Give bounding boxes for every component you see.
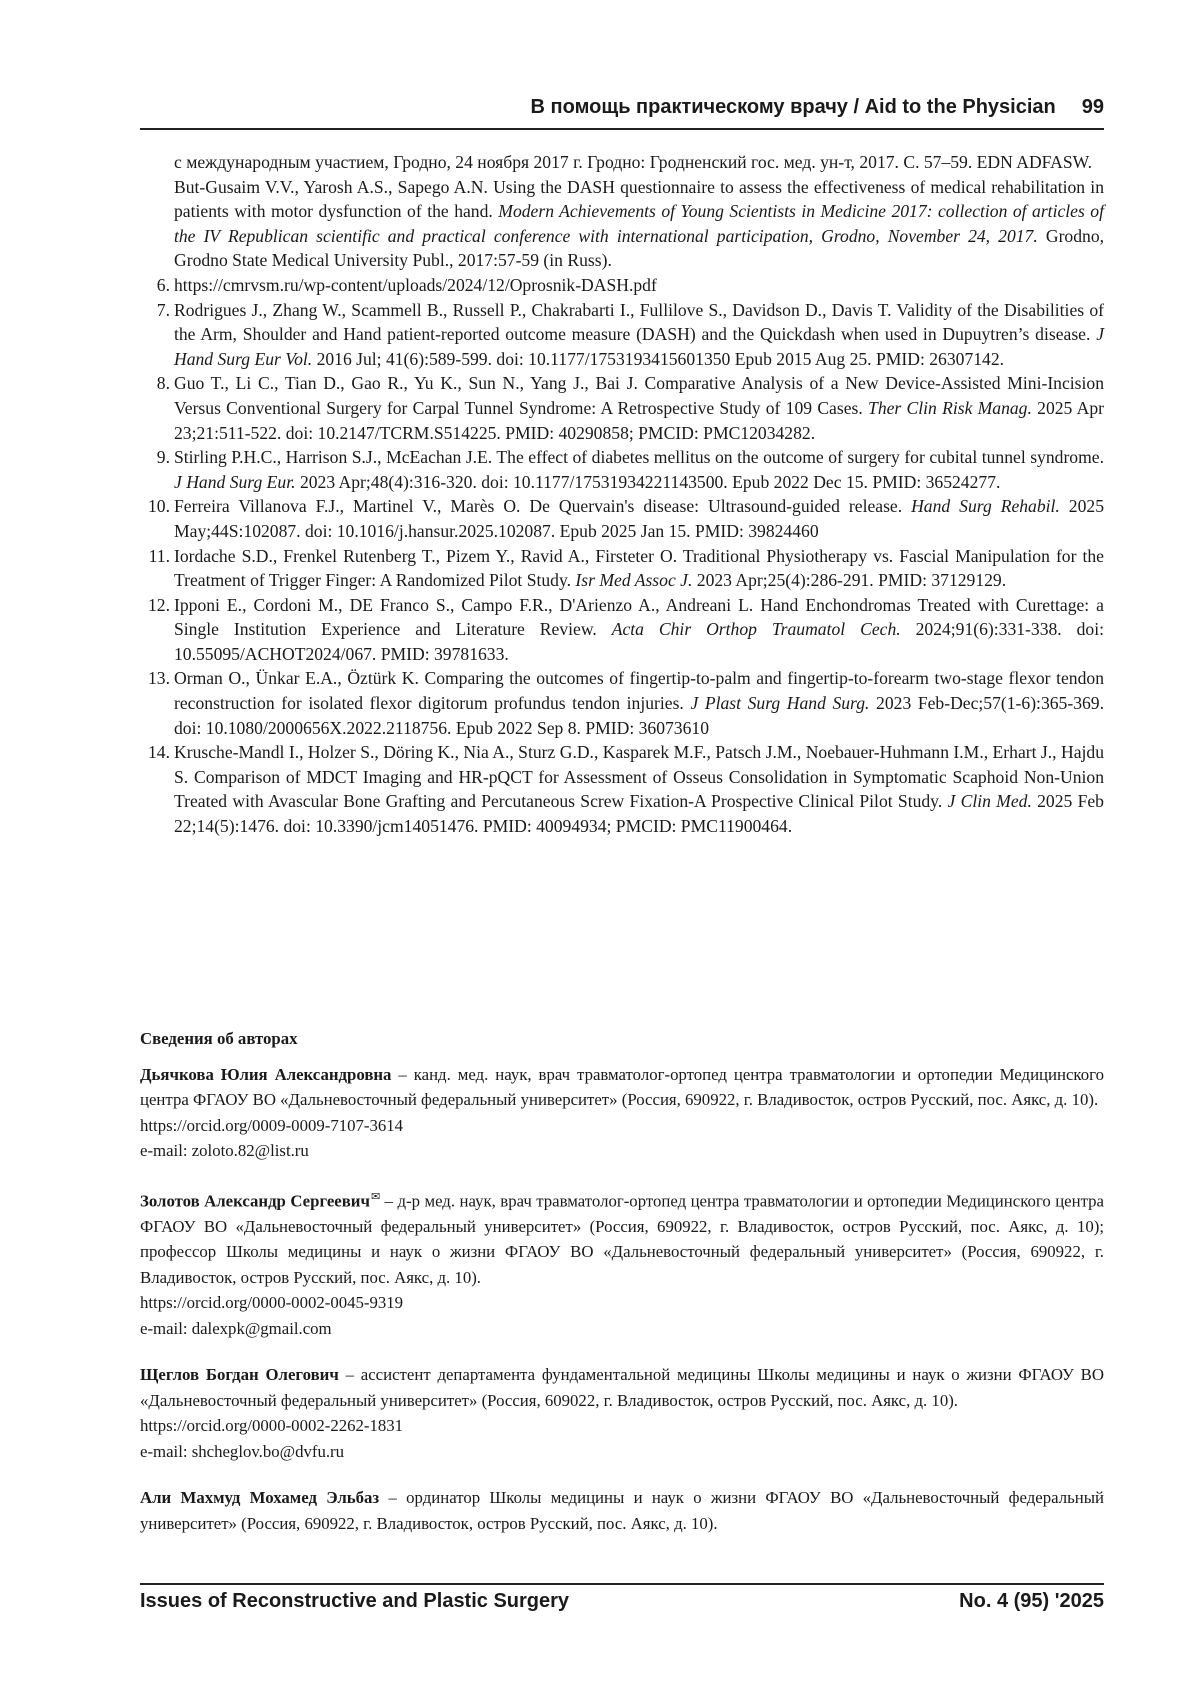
reference-tail: 2025 Apr 23;21:511-522. doi: 10.2147/TCRM.S514225. PMID: 40290858; PMCID: PMC12034282. [174, 397, 1104, 443]
reference-number: 6. [156, 274, 170, 295]
authors-section [140, 1026, 1104, 1557]
reference-continuation-ru: с международным участием, Гродно, 24 ноября 2017 г. Гродно: Гродненский гос. мед. ун-т, 2017. С. 57–59. EDN ADFASW. [174, 152, 1093, 172]
reference-item [140, 273, 1104, 298]
page-number: 99 [1081, 96, 1104, 118]
author-description: – ассистент департамента фундаментальной медицины Школы медицины и наук о жизни ФГАОУ ВО «Дальневосточный федеральный университет» (Россия, 609022, г. Владивосток, остров Русский, пос. Аякс, д. 10). [140, 1365, 1104, 1410]
author-entry [140, 1062, 1104, 1164]
reference-journal: J Hand Surg Eur Vol. [174, 324, 1104, 369]
author-orcid[interactable]: https://orcid.org/0000-0002-0045-9319 [140, 1293, 404, 1313]
reference-item [140, 544, 1104, 593]
reference-item [140, 494, 1104, 543]
reference-number: 8. [156, 373, 170, 394]
reference-journal: J Clin Med. [947, 791, 1032, 812]
reference-continuation-en [140, 175, 1104, 273]
reference-journal: J Plast Surg Hand Surg. [690, 693, 870, 714]
reference-number: 11. [148, 545, 170, 566]
author-name: Али Махмуд Мохамед Эльбаз [140, 1488, 380, 1508]
journal-name: Issues of Reconstructive and Plastic Surgery [140, 1590, 570, 1612]
reference-tail: 2016 Jul; 41(6):589-599. doi: 10.1177/1753193415601350 Epub 2015 Aug 25. PMID: 26307142. [316, 348, 1005, 369]
author-email[interactable]: e-mail: zoloto.82@list.ru [140, 1141, 309, 1160]
author-name: Дьячкова Юлия Александровна [140, 1064, 392, 1084]
reference-link[interactable]: https://cmrvsm.ru/wp-content/uploads/2024/12/Oprosnik-DASH.pdf [174, 274, 657, 295]
reference-text: But-Gusaim V.V., Yarosh A.S., Sapego A.N. Using the DASH questionnaire to assess the effectiveness of medical rehabilitation in patients with motor dysfunction of the hand. [174, 176, 1104, 222]
reference-journal: Isr Med Assoc J. [575, 570, 693, 591]
author-description: – канд. мед. наук, врач травматолог-ортопед центра травматологии и ортопедии Медицинского центра ФГАОУ ВО «Дальневосточный федеральный университет» (Россия, 690922, г. Владивосток, остров Русский, пос. Аякс, д. 10). [140, 1064, 1104, 1109]
reference-journal: J Hand Surg Eur. [174, 471, 296, 492]
author-name: Золотов Александр Сергеевич [140, 1191, 370, 1211]
reference-number: 7. [156, 299, 170, 320]
reference-text: Stirling P.H.C., Harrison S.J., McEachan J.E. The effect of diabetes mellitus on the outcome of surgery for cubital tunnel syndrome. [174, 447, 1104, 468]
author-name: Щеглов Богдан Олегович [140, 1365, 339, 1385]
reference-text: Ipponi E., Cordoni M., DE Franco S., Campo F.R., D'Arienzo A., Andreani L. Hand Enchondromas Treated with Curettage: a Single Institution Experience and Literature Review. [174, 594, 1104, 640]
reference-journal: Acta Chir Orthop Traumatol Cech. [611, 619, 901, 640]
reference-number: 13. [148, 668, 170, 689]
running-header [140, 96, 1104, 119]
reference-tail: 2024;91(6):331-338. doi: 10.55095/ACHOT2024/067. PMID: 39781633. [174, 619, 1104, 664]
reference-journal: Hand Surg Rehabil. [911, 496, 1060, 517]
envelope-icon: ✉ [370, 1190, 381, 1203]
reference-text: Ferreira Villanova F.J., Martinel V., Marès O. De Quervain's disease: Ultrasound-guided release. [174, 496, 903, 517]
reference-source: Modern Achievements of Young Scientists in Medicine 2017: collection of articles of the IV Republican scientific and practical conference with international participation, Grodno, November 24, 2017. [174, 201, 1104, 246]
reference-tail: 2023 Apr;48(4):316-320. doi: 10.1177/17531934221143500. Epub 2022 Dec 15. PMID: 36524277. [299, 471, 1001, 492]
reference-text: Orman O., Ünkar E.A., Öztürk K. Comparing the outcomes of fingertip-to-palm and fingertip-to-forearm two-stage flexor tendon reconstruction for isolated flexor digitorum profundus tendon injuries. [174, 668, 1104, 714]
reference-text: Krusche-Mandl I., Holzer S., Döring K., Nia A., Sturz G.D., Kasparek M.F., Patsch J.M., Noebauer-Huhmann I.M., Erhart J., Hajdu S. Comparison of MDCT Imaging and HR-pQCT for Assessment of Osseus Consolidation in Symptomatic Scaphoid Non-Union Treated with Avascular Bone Grafting and Percutaneous Screw Fixation-A Prospective Clinical Pilot Study. [174, 742, 1104, 812]
reference-journal: Ther Clin Risk Manag. [868, 397, 1032, 418]
reference-tail: 2023 Feb-Dec;57(1-6):365-369. doi: 10.1080/2000656X.2022.2118756. Epub 2022 Sep 8. PMID: 36073610 [174, 693, 1104, 738]
reference-item [140, 298, 1104, 372]
reference-item [140, 593, 1104, 667]
reference-tail: 2025 Feb 22;14(5):1476. doi: 10.3390/jcm14051476. PMID: 40094934; PMCID: PMC11900464. [174, 791, 1104, 837]
author-description: – ординатор Школы медицины и наук о жизни ФГАОУ ВО «Дальневосточный федеральный университет» (Россия, 690922, г. Владивосток, остров Русский, пос. Аякс, д. 10). [140, 1488, 1104, 1533]
author-email[interactable]: e-mail: dalexpk@gmail.com [140, 1318, 332, 1338]
reference-text: Rodrigues J., Zhang W., Scammell B., Russell P., Chakrabarti I., Fullilove S., Davidson D., Davis T. Validity of the Disabilities of the Arm, Shoulder and Hand patient-reported outcome measure (DASH) and the Quickdash when used in Dupuytren’s disease. [174, 299, 1104, 345]
issue-number: No. 4 (95) '2025 [959, 1590, 1104, 1612]
section-title: В помощь практическому врачу / Aid to the Physician [530, 96, 1056, 118]
authors-title: Сведения об авторах [140, 1029, 298, 1048]
author-entry [140, 1185, 1104, 1342]
author-entry [140, 1485, 1104, 1536]
footer-rule [140, 1583, 1104, 1585]
author-description: – д-р мед. наук, врач травматолог-ортопед центра травматологии и ортопедии Медицинского центра ФГАОУ ВО «Дальневосточный федеральный университет» (Россия, 690922, г. Владивосток, остров Русский, пос. Аякс, д. 10); профессор Школы медицины и наук о жизни ФГАОУ ВО «Дальневосточный федеральный университет» (Россия, 690922, г. Владивосток, остров Русский, пос. Аякс, д. 10). [140, 1191, 1104, 1287]
reference-number: 9. [156, 447, 170, 468]
reference-item [140, 371, 1104, 445]
reference-text: Iordache S.D., Frenkel Rutenberg T., Pizem Y., Ravid A., Firsteter O. Traditional Physiotherapy vs. Fascial Manipulation for the Treatment of Trigger Finger: A Randomized Pilot Study. [174, 545, 1104, 591]
author-orcid[interactable]: https://orcid.org/0000-0002-2262-1831 [140, 1416, 404, 1436]
author-entry [140, 1362, 1104, 1464]
reference-item [140, 740, 1104, 838]
reference-list [140, 150, 1104, 839]
author-orcid[interactable]: https://orcid.org/0009-0009-7107-3614 [140, 1115, 404, 1135]
reference-text: Guo T., Li C., Tian D., Gao R., Yu K., Sun N., Yang J., Bai J. Comparative Analysis of a New Device-Assisted Mini-Incision Versus Conventional Surgery for Carpal Tunnel Syndrome: A Retrospective Study of 109 Cases. [174, 373, 1104, 418]
reference-item [140, 445, 1104, 494]
running-footer [140, 1590, 1104, 1613]
reference-tail: Grodno, Grodno State Medical University Publ., 2017:57-59 (in Russ). [174, 225, 1105, 271]
reference-tail: 2025 May;44S:102087. doi: 10.1016/j.hansur.2025.102087. Epub 2025 Jan 15. PMID: 39824460 [174, 496, 1104, 541]
author-email[interactable]: e-mail: shcheglov.bo@dvfu.ru [140, 1441, 345, 1461]
reference-number: 12. [148, 594, 170, 615]
reference-item [140, 666, 1104, 740]
reference-tail: 2023 Apr;25(4):286-291. PMID: 37129129. [696, 570, 1007, 591]
header-rule [140, 128, 1104, 130]
reference-number: 14. [148, 742, 170, 763]
reference-number: 10. [148, 496, 170, 517]
